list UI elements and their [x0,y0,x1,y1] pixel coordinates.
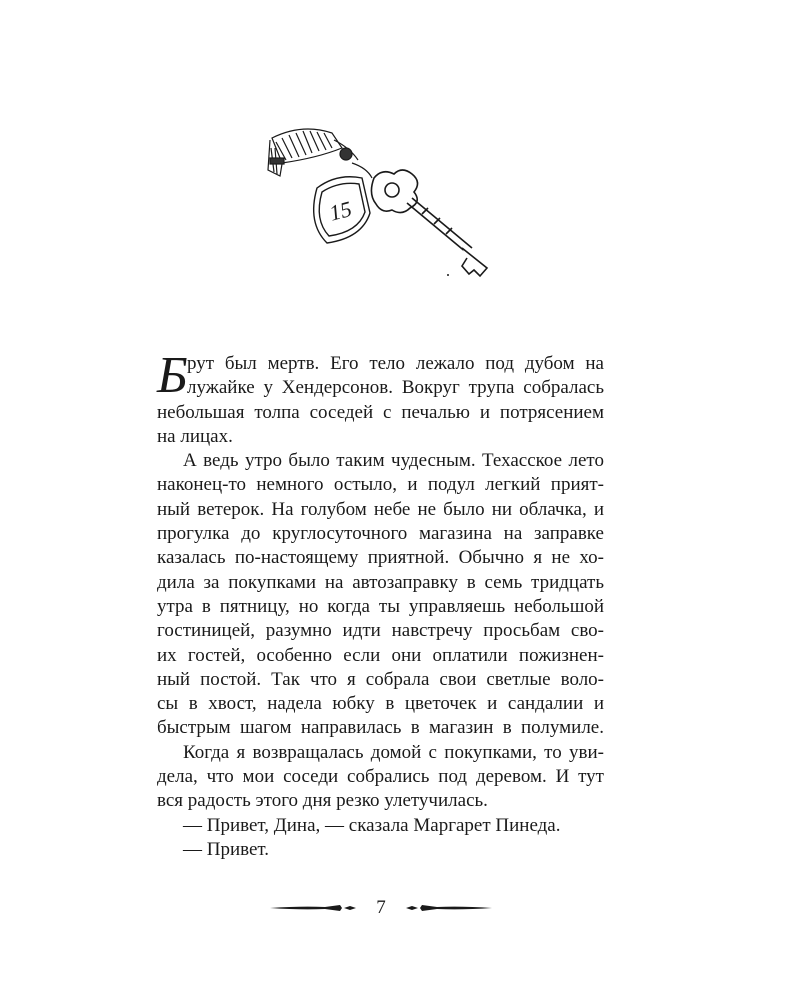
text-line: небольшая толпа соседей с печалью и потрясением [157,401,604,423]
right-ornament-icon [404,903,492,913]
text-line: прогулка до круглосуточного магазина на заправке [157,523,604,545]
drop-cap: Б [157,347,188,404]
text-line: вся радость этого дня резко улетучилась. [157,790,488,812]
page-number-footer [270,896,492,920]
text-line: Когда я возвращалась домой с покупками, то уви- [183,741,604,763]
text-line: ный постой. Так что я собрала свои светлые воло- [157,668,604,690]
text-line: дила за покупками на автозаправку в семь тридцать [157,571,604,593]
text-line: на лицах. [157,425,233,447]
text-line: сы в хвост, надела юбку в цветочек и сандалии и [157,693,604,715]
page-number: 7 [376,897,386,918]
dialogue-line: — Привет. [183,838,270,860]
text-line: наконец-то немного остыло, и подул легкий прият- [157,474,604,496]
text-line: рут был мертв. Его тело лежало под дубом на [187,353,604,374]
text-line: быстрым шагом направилась в магазин в полумиле. [157,717,604,739]
dialogue-line: — Привет, Дина, — сказала Маргарет Пинеда. [183,814,561,836]
text-line: казалась по-настоящему приятной. Обычно я не хо- [157,547,604,569]
left-ornament-icon [270,903,358,913]
text-line: дела, что мои соседи собрались под деревом. И тут [157,766,604,788]
svg-text:15: 15 [326,195,355,226]
text-line: утра в пятницу, но когда ты управляешь небольшой [157,595,604,617]
text-line: ный ветерок. На голубом небе не было ни облачка, и [157,498,604,520]
key-tassel-illustration [262,118,512,283]
text-line: их гостей, особенно если они оплатили пожизнен- [157,644,604,666]
text-line: А ведь утро было таким чудесным. Техасское лето [183,450,604,472]
body-text [157,347,604,862]
text-line: лужайке у Хендерсонов. Вокруг трупа собралась [187,377,604,399]
key-icon [262,118,512,283]
text-line: гостиницей, разумно идти навстречу просьбам сво- [157,620,604,642]
